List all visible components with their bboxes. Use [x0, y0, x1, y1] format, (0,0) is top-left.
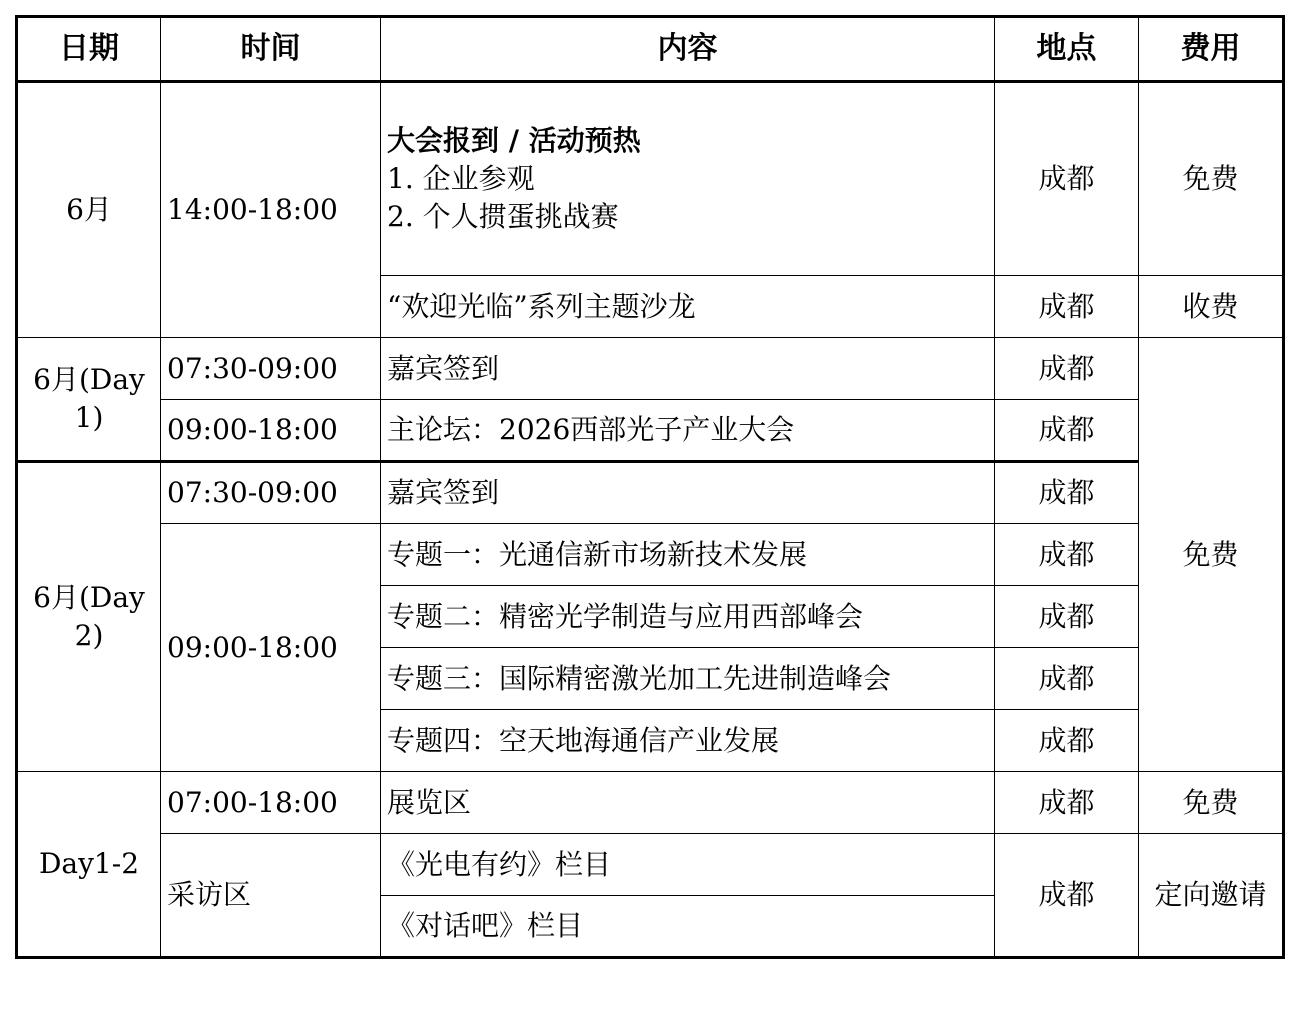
content-cell: 嘉宾签到 [381, 462, 995, 524]
content-cell: 主论坛：2026西部光子产业大会 [381, 400, 995, 462]
table-row [17, 462, 1284, 524]
table-row [17, 834, 1284, 896]
content-item: 2. 个人掼蛋挑战赛 [387, 200, 619, 233]
fee-cell: 收费 [1139, 276, 1284, 338]
location-cell: 成都 [995, 648, 1139, 710]
location-cell: 成都 [995, 772, 1139, 834]
location-cell: 成都 [995, 834, 1139, 958]
header-content: 内容 [381, 17, 995, 82]
content-cell: 专题二：精密光学制造与应用西部峰会 [381, 586, 995, 648]
table-row [17, 772, 1284, 834]
content-cell: 嘉宾签到 [381, 338, 995, 400]
content-cell: 展览区 [381, 772, 995, 834]
time-cell: 采访区 [161, 834, 381, 958]
header-date: 日期 [17, 17, 161, 82]
location-cell: 成都 [995, 276, 1139, 338]
time-cell: 14:00-18:00 [161, 82, 381, 338]
location-cell: 成都 [995, 524, 1139, 586]
content-cell: 《光电有约》栏目 [381, 834, 995, 896]
table-row [17, 82, 1284, 276]
time-cell: 07:30-09:00 [161, 338, 381, 400]
location-cell: 成都 [995, 586, 1139, 648]
fee-cell: 免费 [1139, 82, 1284, 276]
content-title: 大会报到 / 活动预热 [387, 124, 641, 157]
time-cell: 07:30-09:00 [161, 462, 381, 524]
location-cell: 成都 [995, 338, 1139, 400]
time-cell: 09:00-18:00 [161, 400, 381, 462]
content-cell: 专题四：空天地海通信产业发展 [381, 710, 995, 772]
date-cell: 6月 [17, 82, 161, 338]
location-cell: 成都 [995, 82, 1139, 276]
header-fee: 费用 [1139, 17, 1284, 82]
fee-cell: 定向邀请 [1139, 834, 1284, 958]
table-row [17, 400, 1284, 462]
time-cell: 07:00-18:00 [161, 772, 381, 834]
content-cell [381, 82, 995, 276]
schedule-table [15, 15, 1285, 959]
table-row [17, 338, 1284, 400]
content-cell: 《对话吧》栏目 [381, 896, 995, 958]
content-item: 1. 企业参观 [387, 162, 535, 195]
fee-cell: 免费 [1139, 772, 1284, 834]
time-cell: 09:00-18:00 [161, 524, 381, 772]
header-row [17, 17, 1284, 82]
date-cell: 6月(Day 2) [17, 462, 161, 772]
table-row [17, 524, 1284, 586]
content-cell: “欢迎光临”系列主题沙龙 [381, 276, 995, 338]
location-cell: 成都 [995, 462, 1139, 524]
date-cell: Day1-2 [17, 772, 161, 958]
date-cell: 6月(Day 1) [17, 338, 161, 462]
content-cell: 专题一：光通信新市场新技术发展 [381, 524, 995, 586]
header-location: 地点 [995, 17, 1139, 82]
location-cell: 成都 [995, 400, 1139, 462]
header-time: 时间 [161, 17, 381, 82]
fee-cell: 免费 [1139, 338, 1284, 772]
location-cell: 成都 [995, 710, 1139, 772]
content-cell: 专题三：国际精密激光加工先进制造峰会 [381, 648, 995, 710]
